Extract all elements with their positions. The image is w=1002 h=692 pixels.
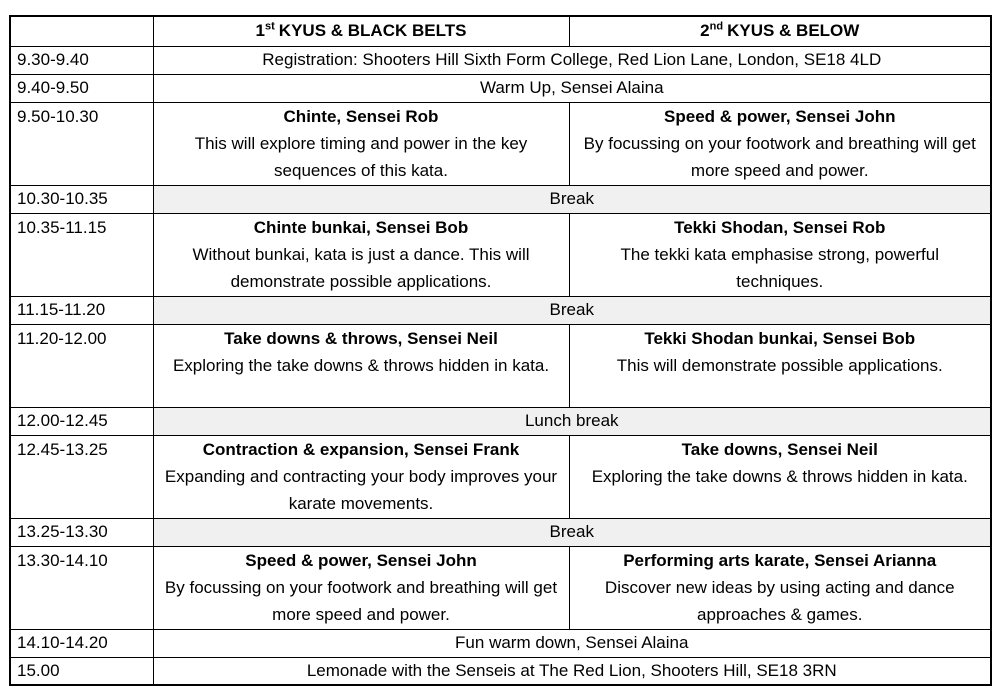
time-cell: 11.20-12.00 <box>10 324 153 407</box>
session-desc: This will explore timing and power in the key sequences of this kata. <box>194 133 528 180</box>
session-desc: Discover new ideas by using acting and dance approaches & games. <box>604 577 955 624</box>
time-cell: 9.50-10.30 <box>10 102 153 185</box>
time-cell: 10.30-10.35 <box>10 185 153 213</box>
lemonade-cell: Lemonade with the Senseis at The Red Lion, Shooters Hill, SE18 3RN <box>153 657 991 685</box>
session-desc: By focussing on your footwork and breathing will get more speed and power. <box>583 133 976 180</box>
session-title: Contraction & expansion, Sensei Frank <box>202 439 520 459</box>
header-time-cell <box>10 16 153 46</box>
break-cell: Break <box>153 296 991 324</box>
session-desc: Without bunkai, kata is just a dance. This will demonstrate possible applications. <box>192 244 530 291</box>
session-desc: This will demonstrate possible applications. <box>616 355 943 375</box>
session-desc: Exploring the take downs & throws hidden in kata. <box>591 466 968 486</box>
session-desc: Expanding and contracting your body improves your karate movements. <box>164 466 558 513</box>
lunch-break-cell: Lunch break <box>153 407 991 435</box>
session-cell-left <box>153 324 569 407</box>
table-row-break-3 <box>10 518 991 546</box>
session-cell-right <box>569 435 991 518</box>
table-row-break-2 <box>10 296 991 324</box>
time-cell: 9.40-9.50 <box>10 74 153 102</box>
table-row-warmdown <box>10 629 991 657</box>
header-col2-number: 2 <box>700 21 710 41</box>
time-cell: 14.10-14.20 <box>10 629 153 657</box>
session-title: Tekki Shodan, Sensei Rob <box>674 217 886 237</box>
session-cell-right <box>569 102 991 185</box>
session-cell-left <box>153 213 569 296</box>
table-row-registration <box>10 46 991 74</box>
table-row-session-3 <box>10 324 991 407</box>
table-row-session-5 <box>10 546 991 629</box>
session-title: Tekki Shodan bunkai, Sensei Bob <box>644 328 916 348</box>
table-row-lunch <box>10 407 991 435</box>
registration-cell: Registration: Shooters Hill Sixth Form College, Red Lion Lane, London, SE18 4LD <box>153 46 991 74</box>
session-cell-left <box>153 102 569 185</box>
header-col1-ordinal: st <box>265 20 275 33</box>
session-cell-left <box>153 435 569 518</box>
break-cell: Break <box>153 518 991 546</box>
time-cell: 10.35-11.15 <box>10 213 153 296</box>
table-row-session-4 <box>10 435 991 518</box>
session-cell-right <box>569 546 991 629</box>
session-title: Chinte, Sensei Rob <box>283 106 439 126</box>
time-cell: 13.25-13.30 <box>10 518 153 546</box>
header-col-2nd-kyus <box>569 16 991 46</box>
session-cell-right <box>569 324 991 407</box>
header-col2-label: KYUS & BELOW <box>727 21 860 41</box>
header-col2-ordinal: nd <box>709 20 724 33</box>
session-cell-left <box>153 546 569 629</box>
time-cell: 9.30-9.40 <box>10 46 153 74</box>
header-col1-number: 1 <box>255 21 266 41</box>
break-cell: Break <box>153 185 991 213</box>
session-desc: Exploring the take downs & throws hidden in kata. <box>172 355 550 375</box>
session-desc: By focussing on your footwork and breathing will get more speed and power. <box>164 577 558 624</box>
session-cell-right <box>569 213 991 296</box>
session-desc: The tekki kata emphasise strong, powerful techniques. <box>620 244 939 291</box>
table-row-warmup <box>10 74 991 102</box>
session-title: Speed & power, Sensei John <box>245 550 477 570</box>
session-title: Performing arts karate, Sensei Arianna <box>623 550 937 570</box>
session-title: Chinte bunkai, Sensei Bob <box>253 217 469 237</box>
session-title: Speed & power, Sensei John <box>664 106 896 126</box>
header-col1-label: KYUS & BLACK BELTS <box>278 21 467 41</box>
table-row-break-1 <box>10 185 991 213</box>
seminar-schedule <box>9 15 992 686</box>
time-cell: 12.45-13.25 <box>10 435 153 518</box>
time-cell: 12.00-12.45 <box>10 407 153 435</box>
time-cell: 13.30-14.10 <box>10 546 153 629</box>
warmup-cell: Warm Up, Sensei Alaina <box>153 74 991 102</box>
warmdown-cell: Fun warm down, Sensei Alaina <box>153 629 991 657</box>
time-cell: 11.15-11.20 <box>10 296 153 324</box>
table-row-session-2 <box>10 213 991 296</box>
table-header-row <box>10 16 991 46</box>
session-title: Take downs, Sensei Neil <box>681 439 878 459</box>
session-title: Take downs & throws, Sensei Neil <box>224 328 498 348</box>
table-row-lemonade <box>10 657 991 685</box>
schedule-table <box>9 15 992 686</box>
header-col-1st-kyus <box>153 16 569 46</box>
table-row-session-1 <box>10 102 991 185</box>
time-cell: 15.00 <box>10 657 153 685</box>
